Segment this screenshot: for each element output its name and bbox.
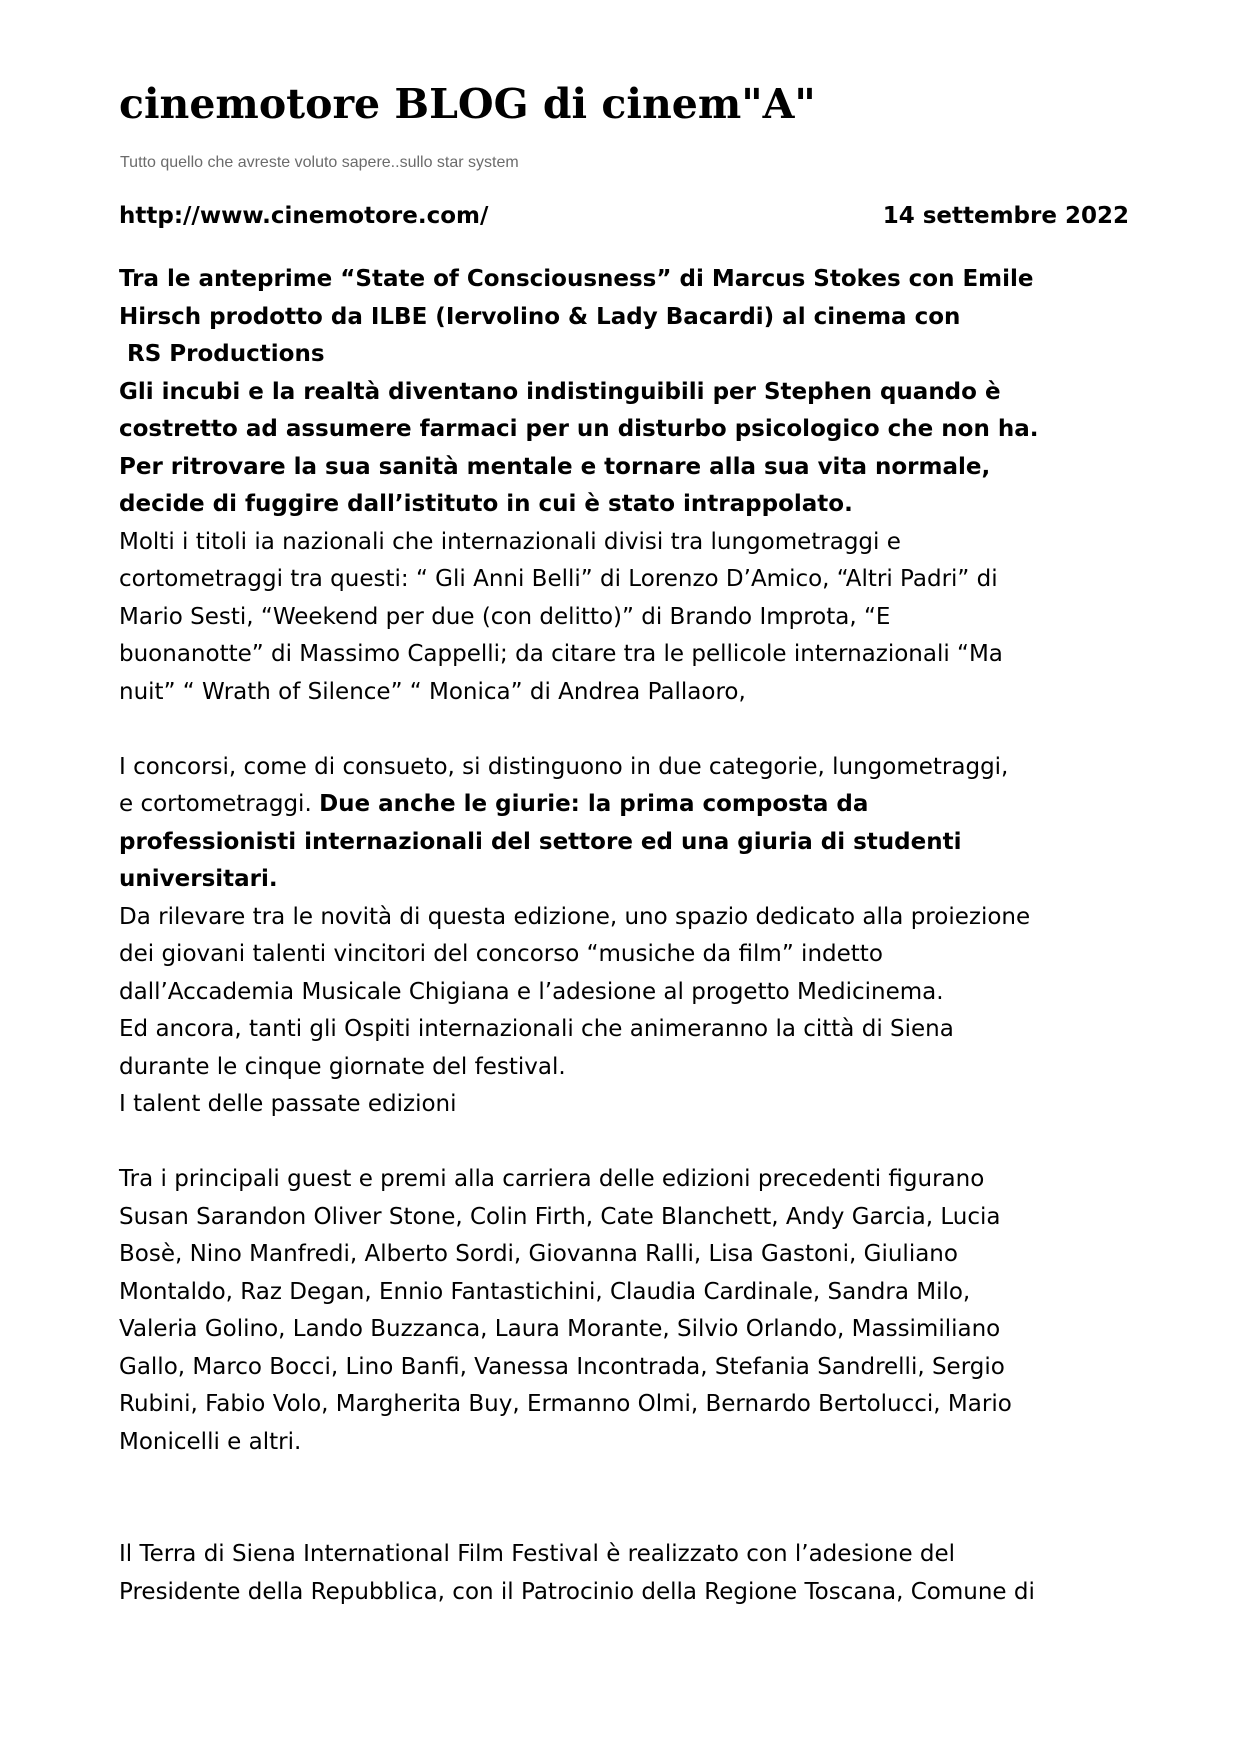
- blog-subtitle: Tutto quello che avreste voluto sapere..sullo star system: [120, 154, 519, 171]
- guests-line: Rubini, Fabio Volo, Margherita Buy, Ermanno Olmi, Bernardo Bertolucci, Mario: [119, 1391, 1012, 1417]
- news-line: I talent delle passate edizioni: [119, 1091, 457, 1117]
- lead-line: RS Productions: [119, 341, 325, 367]
- guests-line: Valeria Golino, Lando Buzzanca, Laura Morante, Silvio Orlando, Massimiliano: [119, 1316, 1001, 1342]
- news-line: dei giovani talenti vincitori del concorso “musiche da film” indetto: [119, 941, 883, 967]
- contests-bold: Due anche le giurie: la prima composta da: [319, 791, 869, 817]
- festival-line: Il Terra di Siena International Film Festival è realizzato con l’adesione del: [119, 1541, 956, 1567]
- article-body: [119, 261, 1129, 1611]
- contests-plain: e cortometraggi.: [119, 791, 320, 817]
- blog-url: http://www.cinemotore.com/: [119, 203, 489, 229]
- paragraph-gap: [119, 1124, 1129, 1162]
- titles-line: Molti i titoli ia nazionali che internazionali divisi tra lungometraggi e: [119, 528, 901, 555]
- lead-line: Per ritrovare la sua sanità mentale e tornare alla sua vita normale,: [119, 453, 991, 480]
- news-line: Ed ancora, tanti gli Ospiti internazionali che animeranno la città di Siena: [119, 1016, 954, 1042]
- contests-line: professionisti internazionali del settore ed una giuria di studenti: [119, 828, 962, 855]
- guests-line: Gallo, Marco Bocci, Lino Banfi, Vanessa Incontrada, Stefania Sandrelli, Sergio: [119, 1353, 1005, 1380]
- guests-line: Bosè, Nino Manfredi, Alberto Sordi, Giovanna Ralli, Lisa Gastoni, Giuliano: [119, 1241, 958, 1267]
- blog-title: cinemotore BLOG di cinem"A": [119, 80, 816, 128]
- guests-line: Montaldo, Raz Degan, Ennio Fantastichini, Claudia Cardinale, Sandra Milo,: [119, 1278, 971, 1305]
- news-line: dall’Accademia Musicale Chigiana e l’adesione al progetto Medicinema.: [119, 978, 944, 1005]
- guests-line: Tra i principali guest e premi alla carriera delle edizioni precedenti figurano: [119, 1166, 985, 1192]
- news-line: Da rilevare tra le novità di questa edizione, uno spazio dedicato alla proiezione: [119, 903, 1031, 930]
- article-date: 14 settembre 2022: [882, 203, 1129, 229]
- paragraph-gap: [119, 1461, 1129, 1536]
- festival-line: Presidente della Repubblica, con il Patrocinio della Regione Toscana, Comune di: [119, 1578, 1035, 1605]
- lead-line: decide di fuggire dall’istituto in cui è stato intrappolato.: [119, 491, 853, 517]
- titles-line: nuit” “ Wrath of Silence” “ Monica” di Andrea Pallaoro,: [119, 678, 746, 705]
- contests-line: [119, 786, 1129, 824]
- lead-line: Hirsch prodotto da ILBE (Iervolino & Lady Bacardi) al cinema con: [119, 303, 961, 330]
- titles-line: Mario Sesti, “Weekend per due (con delitto)” di Brando Improta, “E: [119, 603, 891, 630]
- guests-line: Susan Sarandon Oliver Stone, Colin Firth, Cate Blanchett, Andy Garcia, Lucia: [119, 1203, 1001, 1230]
- guests-line: Monicelli e altri.: [119, 1428, 302, 1455]
- titles-line: cortometraggi tra questi: “ Gli Anni Belli” di Lorenzo D’Amico, “Altri Padri” di: [119, 566, 998, 592]
- contests-line: universitari.: [119, 866, 278, 892]
- lead-line: costretto ad assumere farmaci per un disturbo psicologico che non ha.: [119, 416, 1039, 442]
- news-line: durante le cinque giornate del festival.: [119, 1053, 566, 1080]
- titles-line: buonanotte” di Massimo Cappelli; da citare tra le pellicole internazionali “Ma: [119, 641, 1003, 667]
- lead-line: Gli incubi e la realtà diventano indistinguibili per Stephen quando è: [119, 378, 1001, 405]
- contests-line: I concorsi, come di consueto, si distinguono in due categorie, lungometraggi,: [119, 753, 1009, 780]
- lead-line: Tra le anteprime “State of Consciousness” di Marcus Stokes con Emile: [119, 266, 1034, 292]
- article-meta: [119, 199, 1129, 233]
- paragraph-gap: [119, 711, 1129, 749]
